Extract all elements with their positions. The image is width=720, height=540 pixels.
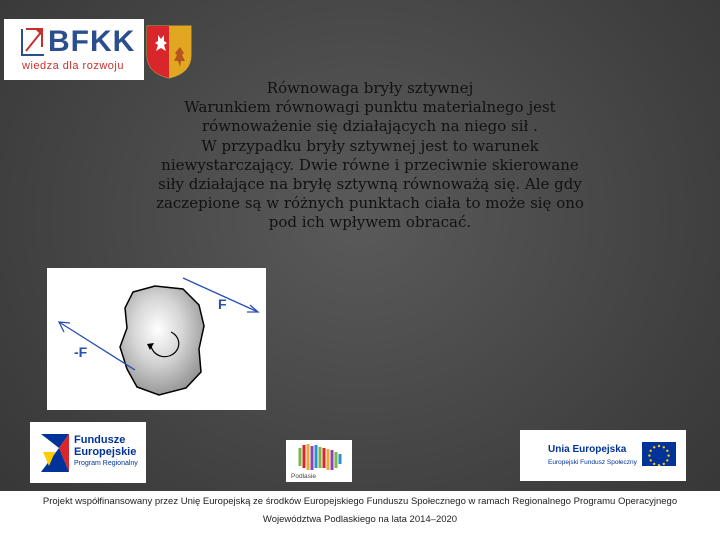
slide-title: Równowaga bryły sztywnej [266,79,474,97]
fe-line3: Program Regionalny [74,460,138,467]
slide-text-line: Warunkiem równowagi punktu materialnego jest [184,98,556,117]
rigid-body-figure [47,268,266,410]
bfkk-logo [4,19,144,80]
opposite-force-label: -F [74,344,88,360]
slide-text [120,79,620,233]
fe-line2: Europejskie [74,446,137,458]
force-label: F [218,296,227,312]
rigid-body-shape [120,286,204,395]
force-arrow-head [247,305,258,312]
coat-of-arms-icon [146,25,192,79]
footer-line2: Województwa Podlaskiego na lata 2014–2020 [262,514,458,525]
fundusze-europejskie-logo [30,422,146,483]
ue-line1: Unia Europejska [548,444,627,455]
slide-text-line: równoważenie się działających na niego sił . [202,117,538,136]
slide-text-line: zaczepione są w różnych punktach ciała to może się ono [156,194,584,213]
podlasie-label: Podlasie [291,473,316,480]
slide-text-line: pod ich wpływem obracać. [268,213,472,232]
slide-text-line: siły działające na bryłę sztywną równoważą się. Ale gdy [158,175,582,194]
ue-line2: Europejski Fundusz Społeczny [548,459,637,466]
bfkk-logo-name: BFKK [48,25,136,58]
fe-line1: Fundusze [74,434,126,446]
slide-text-line: W przypadku bryły sztywnej jest to warunek [201,136,539,155]
footer-line1: Projekt współfinansowany przez Unię Europejską ze środków Europejskiego Funduszu Społecznego w ramach Regionalnego Programu Operacyjnego [42,496,678,507]
podlasie-logo [286,440,352,482]
bfkk-logo-tagline: wiedza dla rozwoju [22,60,124,72]
footer [0,491,720,540]
unia-europejska-logo [520,430,686,481]
slide-text-line: niewystarczający. Dwie równe i przeciwnie skierowane [161,155,579,174]
bison-icon [286,440,352,474]
fe-star-icon [35,430,75,476]
eu-flag-icon [642,442,676,466]
